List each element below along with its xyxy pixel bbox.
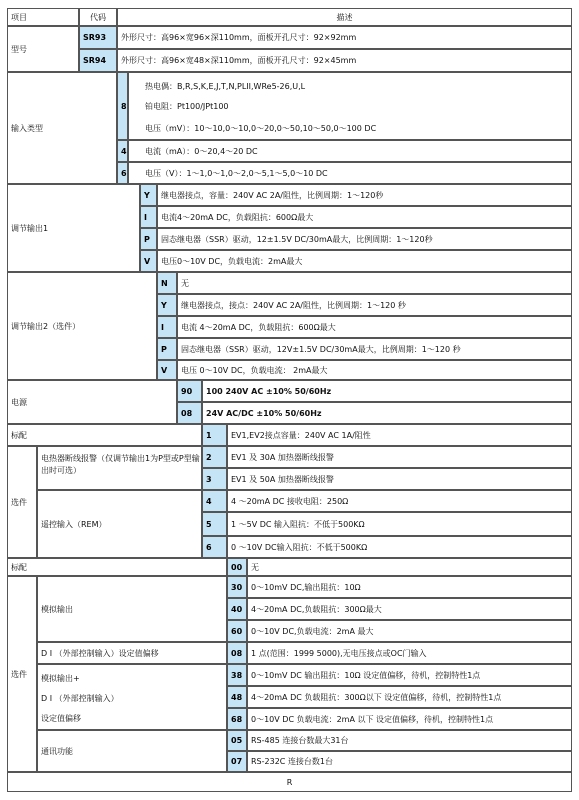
power-label-text: 电源: [11, 397, 27, 407]
opt2-sub-di-text: D I （外部控制输入）设定值偏移: [41, 648, 159, 658]
opt2-code-07-text: 07: [231, 757, 243, 766]
opt1-desc-4: [227, 490, 572, 512]
opt2-sub-analog: [37, 576, 227, 642]
opt2-combo-line-1: 模拟输出+: [41, 674, 80, 683]
out1-desc-i: [157, 206, 572, 228]
out1-desc-v: [157, 250, 572, 272]
input-code-6-text: 6: [121, 168, 127, 178]
opt2-code-08-text: 08: [231, 648, 243, 658]
out1-desc-y-text: 继电器接点，容量：240V AC 2A/阻性，比例周期：1～120秒: [161, 190, 384, 200]
footer-code-text: R: [286, 777, 293, 787]
power-desc-08: [202, 402, 572, 424]
out1-code-p-text: P: [144, 234, 150, 244]
std1-label-text: 标配: [11, 430, 27, 440]
opt1-code-3: [202, 468, 227, 490]
opt1-sub-alarm-text: 电热器断线报警（仅调节输出1为P型或P型输出时可选）: [41, 454, 200, 475]
opt1-code-3-text: 3: [206, 474, 212, 484]
input-desc-8: [128, 72, 572, 140]
out2-desc-i: [177, 316, 572, 338]
opt1-code-6-text: 6: [206, 542, 212, 552]
model-desc-1: [117, 26, 572, 49]
out1-code-y-text: Y: [144, 190, 150, 200]
opt1-label-text: 选件: [11, 497, 27, 507]
out2-label-text: 调节输出2（选件）: [11, 321, 81, 331]
opt1-sub-remote: [37, 490, 202, 558]
opt2-desc-40-text: 4～20mA DC,负载阻抗：300Ω最大: [251, 604, 382, 614]
opt2-desc-60-text: 0～10V DC,负载电流：2mA 最大: [251, 626, 374, 636]
opt2-code-60-text: 60: [231, 626, 243, 636]
opt2-code-08: [227, 642, 247, 664]
opt2-code-38-text: 38: [231, 670, 243, 680]
power-code-90-text: 90: [181, 386, 193, 396]
opt2-code-40: [227, 598, 247, 620]
opt2-code-30-text: 30: [231, 582, 243, 592]
opt2-code-48: [227, 686, 247, 708]
out2-code-y-text: Y: [161, 300, 167, 310]
opt1-code-4-text: 4: [206, 496, 212, 506]
opt1-desc-4-text: 4 ～20mA DC 接收电阻：250Ω: [231, 496, 349, 506]
out2-code-v: [157, 360, 177, 380]
opt1-code-5: [202, 512, 227, 536]
power-label: [7, 380, 177, 424]
std1-desc: [227, 424, 572, 446]
std2-desc-text: 无: [251, 562, 259, 572]
opt2-desc-68: [247, 708, 572, 730]
out2-code-i-text: I: [161, 322, 164, 332]
out2-desc-p-text: 固态继电器（SSR）驱动，12V±1.5V DC/30mA最大，比例周期：1～120 秒: [181, 344, 461, 354]
model-code-1-text: SR93: [83, 33, 107, 42]
model-desc-2: [117, 49, 572, 72]
opt2-label-text: 选件: [11, 669, 27, 679]
out1-label-text: 调节输出1: [11, 223, 49, 233]
std2-label-text: 标配: [11, 562, 27, 572]
out2-code-p: [157, 338, 177, 360]
out2-code-i: [157, 316, 177, 338]
out1-code-p: [140, 228, 157, 250]
opt2-desc-05-text: RS-485 连接台数最大31台: [251, 736, 349, 745]
out2-label: [7, 272, 157, 380]
power-code-08-text: 08: [181, 408, 193, 418]
opt1-code-2: [202, 446, 227, 468]
model-desc-1-text: 外形尺寸：高96×宽96×深110mm，面板开孔尺寸：92×92mm: [121, 33, 357, 42]
out2-desc-v: [177, 360, 572, 380]
footer-row: [7, 772, 572, 792]
out1-label: [7, 184, 140, 272]
opt2-desc-07: [247, 751, 572, 772]
opt2-code-30: [227, 576, 247, 598]
out2-code-n-text: N: [161, 278, 168, 288]
model-code-2-text: SR94: [83, 56, 107, 65]
out2-desc-p: [177, 338, 572, 360]
opt1-desc-2-text: EV1 及 30A 加热器断线报警: [231, 452, 334, 462]
opt2-sub-comm: [37, 730, 227, 772]
out1-desc-y: [157, 184, 572, 206]
out1-desc-v-text: 电压0～10V DC，负载电流：2mA最大: [161, 256, 303, 266]
std1-code-text: 1: [206, 430, 212, 440]
input-line-tc: 热电偶：B,R,S,K,E,J,T,N,PLII,WRe5-26,U,L: [145, 82, 306, 91]
header-desc: [117, 8, 572, 26]
opt2-sub-combo: [37, 664, 227, 730]
out2-desc-y-text: 继电器接点，接点：240V AC 2A/阻性，比例周期：1～120 秒: [181, 300, 406, 310]
opt2-desc-08: [247, 642, 572, 664]
out2-desc-n: [177, 272, 572, 294]
power-code-90: [177, 380, 202, 402]
input-line-rtd: 铂电阻：Pt100/JPt100: [145, 102, 229, 111]
opt2-code-05-text: 05: [231, 736, 243, 745]
opt1-desc-6-text: 0 ～10V DC输入阻抗：不低于500KΩ: [231, 542, 368, 552]
input-desc-4: [128, 140, 572, 162]
input-label: [7, 72, 117, 184]
opt2-code-40-text: 40: [231, 604, 243, 614]
opt1-desc-6: [227, 536, 572, 558]
model-label-text: 型号: [11, 44, 27, 54]
out2-code-y: [157, 294, 177, 316]
opt2-desc-38-text: 0～10mV DC 输出阻抗：10Ω 设定值偏移，待机，控制特性1点: [251, 670, 481, 680]
out1-code-i-text: I: [144, 212, 147, 222]
opt2-combo-line-2: D I （外部控制输入）: [41, 694, 119, 703]
input-code-6: [117, 162, 128, 184]
opt2-combo-line-3: 设定值偏移: [41, 714, 81, 723]
opt2-sub-di: [37, 642, 227, 664]
input-desc-6: [128, 162, 572, 184]
input-line-mv: 电压（mV）：10～10,0～10,0～20,0～50,10～50,0～100 DC: [145, 124, 377, 133]
opt2-desc-08-text: 1 点(范围：1999 5000),无电压接点或OC门输入: [251, 648, 427, 658]
input-desc-4-text: 电流（mA）：0～20,4～20 DC: [145, 146, 258, 156]
std1-desc-text: EV1,EV2接点容量：240V AC 1A/阻性: [231, 430, 371, 440]
opt1-desc-3: [227, 468, 572, 490]
power-desc-90: [202, 380, 572, 402]
std2-code-text: 00: [231, 562, 243, 572]
opt1-code-6: [202, 536, 227, 558]
opt2-desc-48: [247, 686, 572, 708]
opt1-code-2-text: 2: [206, 452, 212, 462]
std2-desc: [247, 558, 572, 576]
opt1-desc-3-text: EV1 及 50A 加热器断线报警: [231, 474, 334, 484]
opt2-code-48-text: 48: [231, 692, 243, 702]
opt1-desc-5-text: 1 ～5V DC 输入阻抗：不低于500KΩ: [231, 519, 365, 529]
input-code-8: [117, 72, 128, 140]
power-code-08: [177, 402, 202, 424]
out1-code-y: [140, 184, 157, 206]
opt1-sub-remote-text: 遥控输入（REM）: [41, 519, 107, 529]
header-code-text: 代码: [90, 12, 106, 22]
std2-label: [7, 558, 227, 576]
opt1-code-5-text: 5: [206, 519, 212, 529]
opt2-desc-38: [247, 664, 572, 686]
input-code-4: [117, 140, 128, 162]
out1-desc-p: [157, 228, 572, 250]
opt2-desc-30: [247, 576, 572, 598]
opt2-code-68: [227, 708, 247, 730]
out2-desc-n-text: 无: [181, 278, 189, 288]
opt2-desc-60: [247, 620, 572, 642]
model-code-2: [79, 49, 117, 72]
opt2-desc-40: [247, 598, 572, 620]
opt2-sub-comm-text: 通讯功能: [41, 746, 73, 756]
out2-desc-i-text: 电流 4～20mA DC，负载阻抗：600Ω最大: [181, 322, 336, 332]
input-label-text: 输入类型: [11, 123, 43, 133]
opt2-desc-05: [247, 730, 572, 751]
opt1-code-4: [202, 490, 227, 512]
input-code-4-text: 4: [121, 146, 127, 156]
model-desc-2-text: 外形尺寸：高96×宽48×深110mm，面板开孔尺寸：92×45mm: [121, 56, 357, 65]
opt2-code-07: [227, 751, 247, 772]
out1-code-i: [140, 206, 157, 228]
model-label: [7, 26, 79, 72]
out1-desc-i-text: 电流4～20mA DC，负载阻抗：600Ω最大: [161, 212, 314, 222]
opt1-sub-alarm: [37, 446, 202, 490]
out2-desc-y: [177, 294, 572, 316]
header-code: [79, 8, 117, 26]
header-item-text: 项目: [11, 12, 27, 22]
power-desc-08-text: 24V AC/DC ±10% 50/60Hz: [206, 408, 322, 418]
opt2-code-68-text: 68: [231, 714, 243, 724]
out1-desc-p-text: 固态继电器（SSR）驱动，12±1.5V DC/30mA最大，比例周期：1～120秒: [161, 234, 433, 244]
power-desc-90-text: 100 240V AC ±10% 50/60Hz: [206, 386, 332, 396]
std1-label: [7, 424, 202, 446]
opt2-code-60: [227, 620, 247, 642]
std2-code: [227, 558, 247, 576]
opt1-desc-5: [227, 512, 572, 536]
opt2-code-05: [227, 730, 247, 751]
input-code-8-text: 8: [121, 101, 127, 111]
std1-code: [202, 424, 227, 446]
header-item: [7, 8, 79, 26]
header-desc-text: 描述: [336, 12, 353, 22]
out1-code-v: [140, 250, 157, 272]
opt2-desc-68-text: 0～10V DC 负载电流：2mA 以下 设定值偏移，待机，控制特性1点: [251, 714, 494, 724]
model-code-1: [79, 26, 117, 49]
opt2-desc-07-text: RS-232C 连接台数1台: [251, 757, 334, 766]
opt2-label: [7, 576, 37, 772]
opt1-desc-2: [227, 446, 572, 468]
opt2-code-38: [227, 664, 247, 686]
out2-code-p-text: P: [161, 344, 167, 354]
out2-desc-v-text: 电压 0～10V DC，负载电流： 2mA最大: [181, 365, 328, 375]
out1-code-v-text: V: [144, 256, 151, 266]
opt2-sub-analog-text: 模拟输出: [41, 604, 73, 614]
input-desc-6-text: 电压（V）：1～1,0～1,0～2,0～5,1～5,0～10 DC: [145, 168, 328, 178]
opt1-label: [7, 446, 37, 558]
opt2-desc-48-text: 4～20mA DC 负载阻抗：300Ω以下 设定值偏移，待机，控制特性1点: [251, 692, 502, 702]
opt2-desc-30-text: 0～10mV DC,输出阻抗：10Ω: [251, 582, 361, 592]
out2-code-n: [157, 272, 177, 294]
out2-code-v-text: V: [161, 365, 168, 375]
